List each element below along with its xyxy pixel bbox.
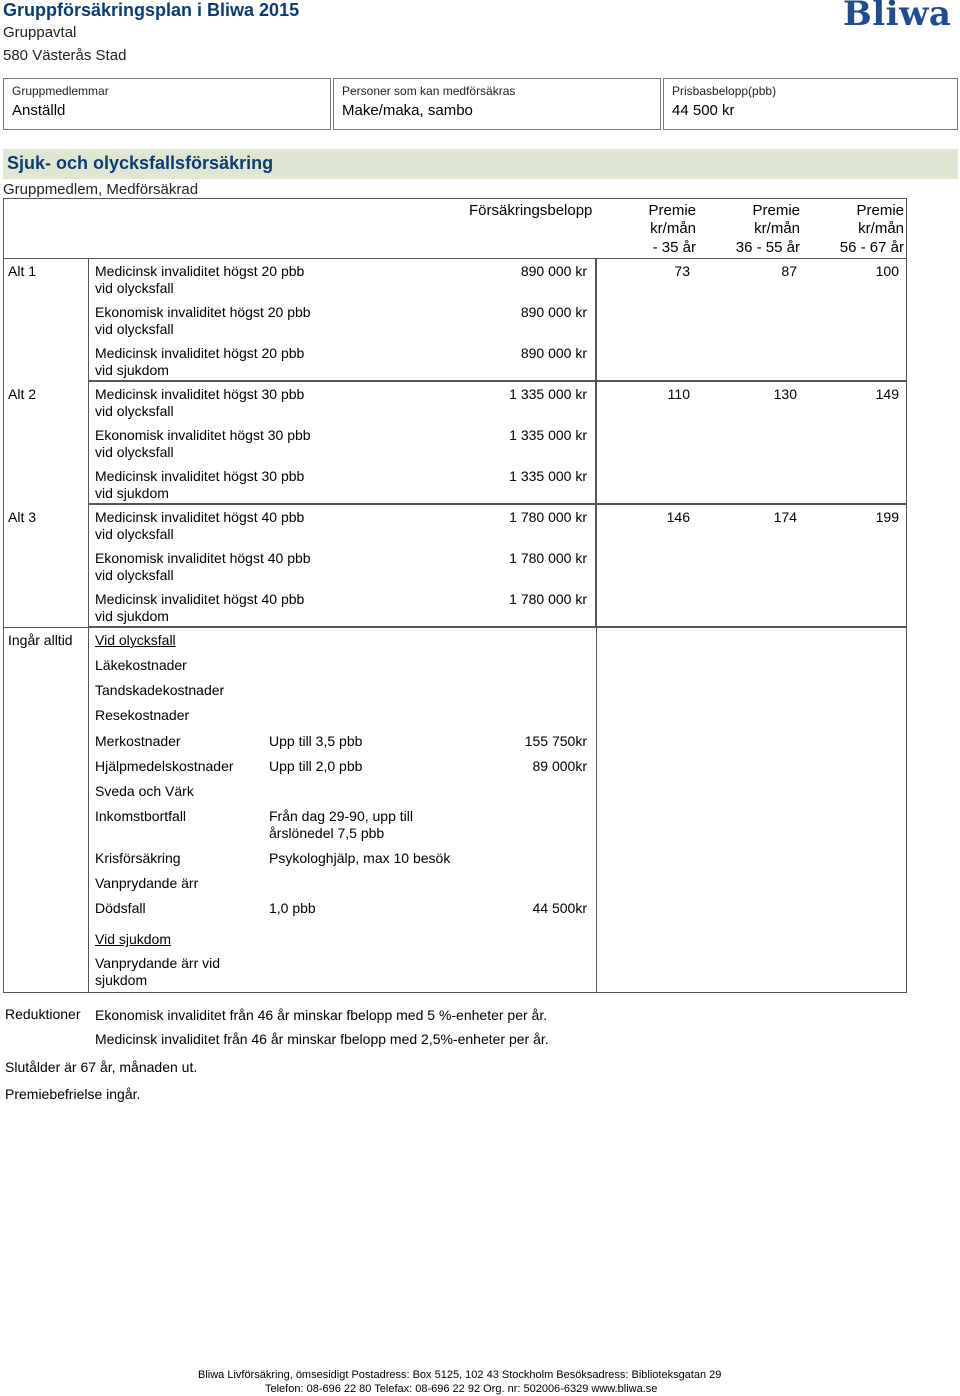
- coverage-line-2: vid olycksfall: [95, 403, 174, 419]
- premium-under-35: 73: [674, 263, 690, 279]
- coverage-amount: 890 000 kr: [520, 263, 587, 279]
- coverage-line-2: vid sjukdom: [95, 362, 169, 378]
- info-value: Make/maka, sambo: [342, 102, 473, 119]
- always-item-name: Krisförsäkring: [95, 850, 181, 866]
- coverage-amount: 1 780 000 kr: [509, 509, 587, 525]
- group-label-always: Ingår alltid: [8, 632, 73, 648]
- header-premium-1-b: kr/mån: [650, 220, 696, 237]
- coverage-line-1: Medicinsk invaliditet högst 40 pbb: [95, 509, 305, 525]
- always-item-name: Läkekostnader: [95, 657, 187, 673]
- section-subtitle: Gruppmedlem, Medförsäkrad: [3, 181, 199, 198]
- premium-under-35: 110: [667, 386, 690, 402]
- coverage-line-2: vid sjukdom: [95, 608, 169, 624]
- page-title: Gruppförsäkringsplan i Bliwa 2015: [3, 0, 300, 20]
- premiebefrielse-note: Premiebefrielse ingår.: [5, 1086, 141, 1102]
- sjukdom-item-line-2: sjukdom: [95, 972, 148, 988]
- coverage-line-1: Medicinsk invaliditet högst 30 pbb: [95, 468, 305, 484]
- coverage-line-1: Ekonomisk invaliditet högst 40 pbb: [95, 550, 311, 566]
- premium-56-67: 199: [875, 509, 899, 525]
- always-divider: [3, 627, 907, 628]
- always-item-name: Merkostnader: [95, 733, 181, 749]
- coverage-amount: 1 335 000 kr: [509, 468, 587, 484]
- reduktioner-label: Reduktioner: [5, 1006, 81, 1022]
- premium-36-55: 174: [773, 509, 797, 525]
- reduktion-note-2: Medicinsk invaliditet från 46 år minskar fbelopp med 2,5%-enheter per år.: [95, 1031, 549, 1047]
- coverage-line-1: Medicinsk invaliditet högst 30 pbb: [95, 386, 305, 402]
- header-premium-3-b: kr/mån: [858, 220, 904, 237]
- coverage-amount: 1 335 000 kr: [509, 427, 587, 443]
- reduktion-note-1: Ekonomisk invaliditet från 46 år minskar fbelopp med 5 %-enheter per år.: [95, 1007, 548, 1023]
- header-premium-2-c: 36 - 55 år: [735, 239, 800, 256]
- info-box-coinsured: [333, 78, 661, 130]
- premium-36-55: 87: [781, 263, 797, 279]
- subheading-vid-olycksfall: Vid olycksfall: [95, 632, 176, 648]
- always-item-amount: 89 000kr: [532, 758, 587, 774]
- coverage-line-2: vid olycksfall: [95, 321, 174, 337]
- coverage-amount: 890 000 kr: [520, 304, 587, 320]
- info-label: Prisbasbelopp(pbb): [672, 84, 777, 98]
- group-label-alt2: Alt 2: [8, 386, 37, 402]
- info-box-pbb: [663, 78, 958, 130]
- coverage-line-2: vid olycksfall: [95, 567, 174, 583]
- subheading-vid-sjukdom: Vid sjukdom: [95, 931, 172, 947]
- group-label-alt1: Alt 1: [8, 263, 37, 279]
- header-line-2: 580 Västerås Stad: [3, 47, 127, 64]
- always-item-name: Inkomstbortfall: [95, 808, 187, 824]
- premium-56-67: 149: [875, 386, 899, 402]
- coverage-line-1: Ekonomisk invaliditet högst 30 pbb: [95, 427, 311, 443]
- premium-36-55: 130: [773, 386, 797, 402]
- slutalder-note: Slutålder är 67 år, månaden ut.: [5, 1059, 198, 1075]
- always-item-note: Upp till 3,5 pbb: [269, 733, 363, 749]
- coverage-line-1: Medicinsk invaliditet högst 40 pbb: [95, 591, 305, 607]
- always-item-note: Upp till 2,0 pbb: [269, 758, 363, 774]
- header-premium-3-a: Premie: [856, 202, 904, 219]
- always-item-note: Psykologhjälp, max 10 besök: [269, 850, 451, 866]
- always-item-note: Från dag 29-90, upp till: [269, 808, 413, 824]
- section-header: [3, 149, 958, 179]
- header-line-1: Gruppavtal: [3, 24, 77, 41]
- info-box-members: [3, 78, 331, 130]
- header-premium-2-a: Premie: [752, 202, 800, 219]
- sjukdom-item-line-1: Vanprydande ärr vid: [95, 955, 221, 971]
- coverage-line-1: Medicinsk invaliditet högst 20 pbb: [95, 263, 305, 279]
- coverage-line-2: vid olycksfall: [95, 526, 174, 542]
- coverage-amount: 890 000 kr: [520, 345, 587, 361]
- footer-line-1: Bliwa Livförsäkring, ömsesidigt Postadress: Box 5125, 102 43 Stockholm Besöksadress: Biblioteksgatan 29: [198, 1369, 722, 1381]
- coverage-amount: 1 335 000 kr: [509, 386, 587, 402]
- header-premium-2-b: kr/mån: [754, 220, 800, 237]
- always-item-name: Hjälpmedelskostnader: [95, 758, 234, 774]
- header-premium-1-c: - 35 år: [652, 239, 696, 256]
- always-item-name: Dödsfall: [95, 900, 146, 916]
- premium-56-67: 100: [875, 263, 899, 279]
- coverage-line-1: Ekonomisk invaliditet högst 20 pbb: [95, 304, 311, 320]
- coverage-amount: 1 780 000 kr: [509, 591, 587, 607]
- always-item-amount: 155 750kr: [524, 733, 587, 749]
- always-item-name: Tandskadekostnader: [95, 682, 225, 698]
- group-label-alt3: Alt 3: [8, 509, 37, 525]
- always-item-note: 1,0 pbb: [269, 900, 316, 916]
- section-title: Sjuk- och olycksfallsförsäkring: [7, 153, 274, 173]
- bliwa-logo: [843, 0, 951, 34]
- info-label: Personer som kan medförsäkras: [342, 84, 516, 98]
- info-value: Anställd: [12, 102, 66, 119]
- header-premium-3-c: 56 - 67 år: [839, 239, 904, 256]
- always-item-name: Sveda och Värk: [95, 783, 194, 799]
- coverage-line-2: vid olycksfall: [95, 444, 174, 460]
- coverage-amount: 1 780 000 kr: [509, 550, 587, 566]
- footer-line-2: Telefon: 08-696 22 80 Telefax: 08-696 22 92 Org. nr: 502006-6329 www.bliwa.se: [265, 1383, 658, 1395]
- always-item-note-2: årslönedel 7,5 pbb: [269, 825, 385, 841]
- logo-text: Bliwa: [843, 0, 952, 34]
- header-amount: Försäkringsbelopp: [469, 202, 593, 219]
- coverage-line-2: vid olycksfall: [95, 280, 174, 296]
- coverage-line-2: vid sjukdom: [95, 485, 169, 501]
- premium-under-35: 146: [666, 509, 690, 525]
- always-item-name: Resekostnader: [95, 707, 190, 723]
- always-item-amount: 44 500kr: [532, 900, 587, 916]
- info-value: 44 500 kr: [672, 102, 735, 119]
- always-item-name: Vanprydande ärr: [95, 875, 199, 891]
- header-premium-1-a: Premie: [648, 202, 696, 219]
- coverage-line-1: Medicinsk invaliditet högst 20 pbb: [95, 345, 305, 361]
- info-label: Gruppmedlemmar: [12, 84, 109, 98]
